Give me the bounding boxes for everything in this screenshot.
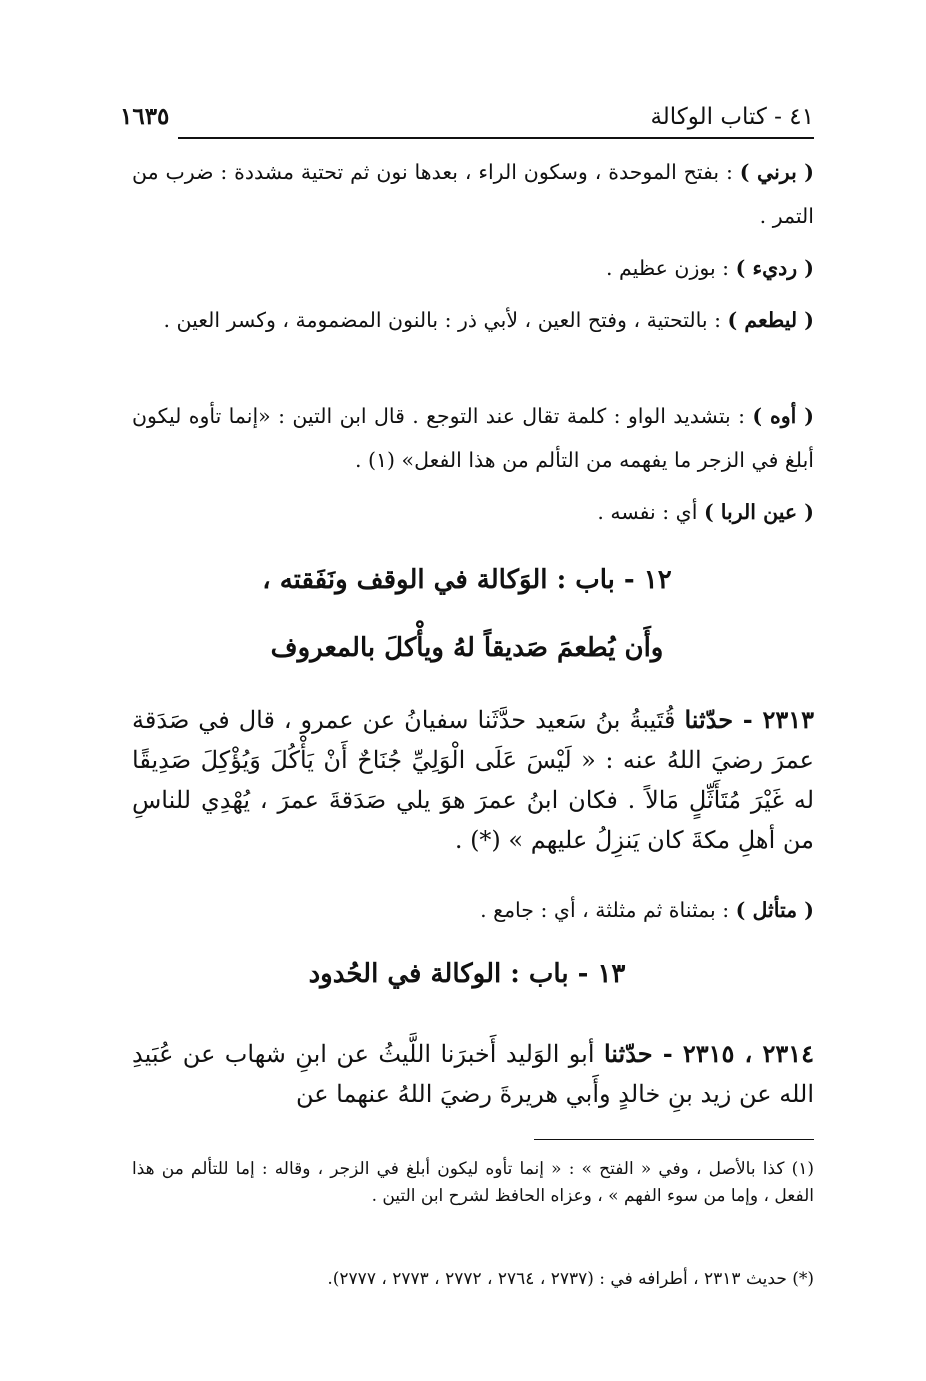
glossary-text: : بتشديد الواو : كلمة تقال عند التوجع . قال ابن التين : «إنما تأوه ليكون أبلغ في الزجر ما يفهمه من التألم من هذا الفعل» (١) . — [132, 404, 814, 472]
page-number: ١٦٣٥ — [120, 103, 170, 130]
footnote-star: (*) حديث ٢٣١٣ ، أطرافه في : (٢٧٣٧ ، ٢٧٦٤ ، ٢٧٧٢ ، ٢٧٧٣ ، ٢٧٧٧). — [327, 1269, 814, 1289]
glossary-text: : بوزن عظيم . — [605, 256, 736, 280]
chapter-heading-12 — [120, 560, 814, 668]
footnote-separator — [534, 1139, 814, 1140]
glossary-entry-mutaaththil — [132, 888, 814, 932]
glossary-entry-barni — [132, 150, 814, 238]
hadith-number: ٢٣١٤ ، ٢٣١٥ - حدّثنا — [603, 1039, 814, 1068]
glossary-text: أي : نفسه . — [597, 500, 704, 524]
glossary-entry-ayn-alriba — [132, 490, 814, 534]
chapter-heading-line: ١٣ - باب : الوكالة في الحُدود — [308, 959, 626, 989]
chapter-heading-line: ١٢ - باب : الوَكالة في الوقف ونَفَقته ، — [262, 565, 672, 595]
glossary-text: : بفتح الموحدة ، وسكون الراء ، بعدها نون ثم تحتية مشددة : ضرب من التمر . — [132, 160, 814, 228]
glossary-term: ( برني ) — [739, 160, 814, 184]
hadith-number: ٢٣١٣ - حدّثنا — [684, 705, 815, 734]
glossary-text: : بمثناة ثم مثلثة ، أي : جامع . — [480, 898, 736, 922]
hadith-text: قُتَيبةُ بنُ سَعيد حدَّثَنا سفيانُ عن عمرو ، قال في صَدَقة عمرَ رضيَ اللهُ عنه : « لَيْسَ عَلَى الْوَلِيِّ جُنَاحٌ أَنْ يَأْكُلَ وَيُؤْكِلَ صَدِيقًا له غَيْرَ مُتَأَثِّلٍ مَالاً . فكان ابنُ عمرَ هوَ يلي صَدَقةَ عمرَ ، يُهْدِي للناسِ من أهلِ مكةَ كان يَنزِلُ عليهم » (*) . — [132, 706, 814, 854]
running-chapter-title: ٤١ - كتاب الوكالة — [650, 104, 814, 130]
chapter-heading-line: وأَن يُطعمَ صَديقاً لهُ ويأْكلَ بالمعروف — [270, 633, 664, 663]
footnote-1: (١) كذا بالأصل ، وفي « الفتح » : « إنما تأوه ليكون أبلغ في الزجر ، وقاله : إما للتألم من هذا الفعل ، وإما من سوء الفهم » ، وعزاه الحافظ لشرح ابن التين . — [132, 1159, 814, 1206]
hadith-2313 — [132, 700, 814, 860]
glossary-term: ( أوه ) — [752, 404, 814, 428]
glossary-term: ( عين الربا ) — [703, 500, 814, 524]
glossary-term: ( رديء ) — [735, 256, 814, 280]
header-rule — [178, 137, 814, 139]
glossary-term: ( ليطعم ) — [727, 308, 814, 332]
glossary-entry-liyutim — [132, 298, 814, 342]
glossary-entry-radi — [132, 246, 814, 290]
page-header — [120, 96, 814, 130]
glossary-text: : بالتحتية ، وفتح العين ، لأبي ذر : بالنون المضمومة ، وكسر العين . — [163, 308, 728, 332]
glossary-term: ( متأثل ) — [735, 898, 814, 922]
glossary-entry-awwah — [132, 394, 814, 482]
chapter-heading-13 — [120, 954, 814, 994]
hadith-2314-2315 — [132, 1034, 814, 1114]
hadith-text: أبو الوَليد أَخبرَنا اللَّيثُ عن ابنِ شهاب عن عُبَيدِ الله عن زيد بنِ خالدٍ وأَبي هريرةَ رضيَ اللهُ عنهما عن — [132, 1040, 814, 1108]
